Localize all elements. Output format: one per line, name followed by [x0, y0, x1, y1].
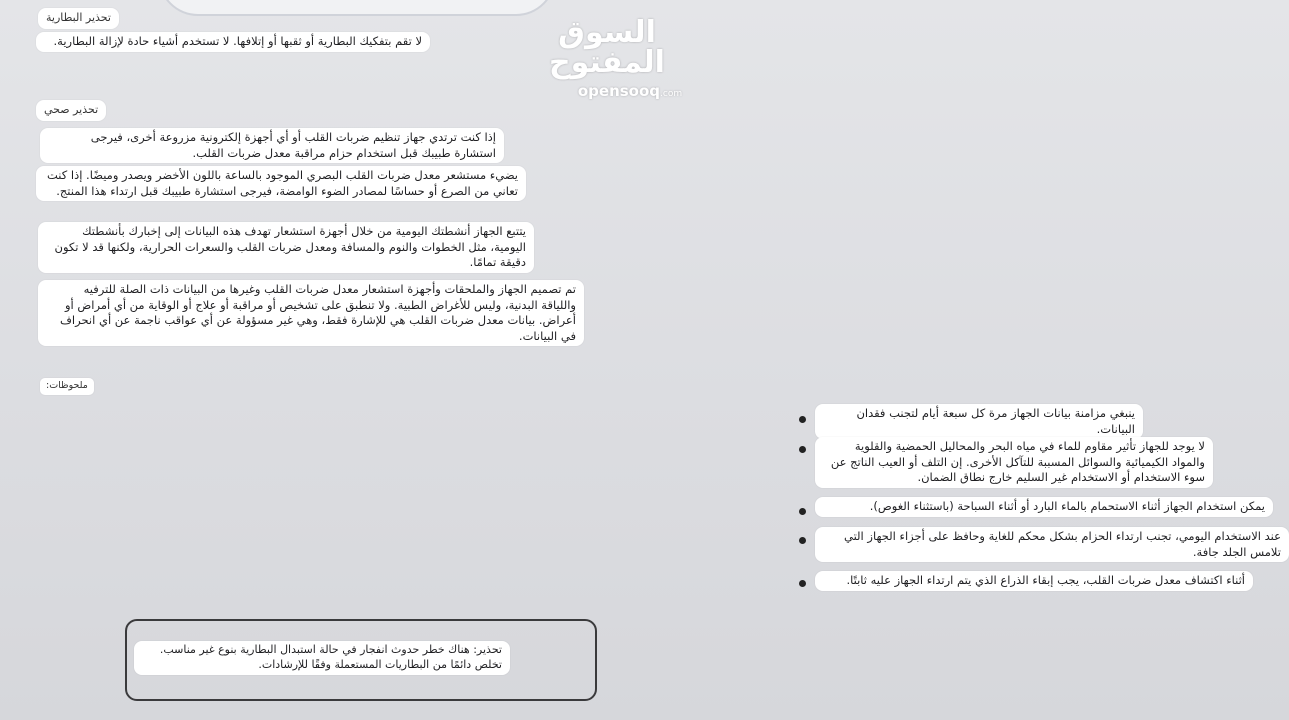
battery-warning-text: لا تقم بتفكيك البطارية أو ثقبها أو إتلافها. لا تستخدم أشياء حادة لإزالة البطارية.	[36, 32, 430, 52]
note-text: لا يوجد للجهاز تأثير مقاوم للماء في مياه البحر والمحاليل الحمضية والقلوية والمواد الكيميائية والسوائل المسببة للتآكل الأخرى. إن التلف أو العيب الناتج عن سوء الاستخدام أو الاستخدام غير السليم خارج نطاق الضمان.	[815, 437, 1213, 488]
bullet-icon	[799, 537, 806, 544]
battery-warning-title: تحذير البطارية	[38, 8, 119, 29]
health-warning-paragraph: يضيء مستشعر معدل ضربات القلب البصري الموجود بالساعة باللون الأخضر ويصدر وميضًا. إذا كنت تعاني من الصرع أو حساسًا لمصادر الضوء الوامضة، فيرجى استشارة طبيبك قبل ارتداء هذا المنتج.	[36, 166, 526, 201]
note-text: عند الاستخدام اليومي، تجنب ارتداء الحزام بشكل محكم للغاية وحافظ على أجزاء الجهاز التي تلامس الجلد جافة.	[815, 527, 1289, 562]
bullet-icon	[799, 508, 806, 515]
device-illustration	[158, 0, 556, 16]
health-warning-paragraph: إذا كنت ترتدي جهاز تنظيم ضربات القلب أو أي أجهزة إلكترونية مزروعة أخرى، فيرجى استشارة طبيبك قبل استخدام حزام مراقبة معدل ضربات القلب.	[40, 128, 504, 163]
bullet-icon	[799, 580, 806, 587]
watermark-latin	[563, 82, 697, 100]
notes-title: ملحوظات:	[40, 378, 94, 395]
final-warning-text: تحذير: هناك خطر حدوث انفجار في حالة استبدال البطارية بنوع غير مناسب. تخلص دائمًا من البطاريات المستعملة وفقًا للإرشادات.	[134, 641, 510, 675]
bullet-icon	[799, 416, 806, 423]
note-text: ينبغي مزامنة بيانات الجهاز مرة كل سبعة أيام لتجنب فقدان البيانات.	[815, 404, 1143, 439]
health-warning-title: تحذير صحي	[36, 100, 106, 121]
note-text: أثناء اكتشاف معدل ضربات القلب، يجب إبقاء الذراع الذي يتم ارتداء الجهاز عليه ثابتًا.	[815, 571, 1253, 591]
health-warning-paragraph: يتتبع الجهاز أنشطتك اليومية من خلال أجهزة استشعار تهدف هذه البيانات إلى إخبارك بأنشطتك اليومية، مثل الخطوات والنوم والمسافة ومعدل ضربات القلب والسعرات الحرارية، ولكنها قد لا تكون دقيقة تمامًا.	[38, 222, 534, 273]
watermark-latin-name: opensooq	[577, 82, 661, 100]
health-warning-paragraph: تم تصميم الجهاز والملحقات وأجهزة استشعار معدل ضربات القلب وغيرها من البيانات ذات الصلة للترفيه واللياقة البدنية، وليس للأغراض الطبية. ولا تنطبق على تشخيص أو مراقبة أو علاج أو الوقاية من أي أمراض أو أعراض. بيانات معدل ضربات القلب هي للإشارة فقط، وهي غير مسؤولة عن أي عواقب ناجمة عن أي انحراف في البيانات.	[38, 280, 584, 346]
opensooq-watermark	[517, 15, 697, 100]
watermark-latin-suffix: .com	[660, 89, 683, 99]
note-text: يمكن استخدام الجهاز أثناء الاستحمام بالماء البارد أو أثناء السباحة (باستثناء الغوص).	[815, 497, 1273, 517]
bullet-icon	[799, 446, 806, 453]
watermark-arabic: السوق المفتوح	[549, 15, 665, 80]
